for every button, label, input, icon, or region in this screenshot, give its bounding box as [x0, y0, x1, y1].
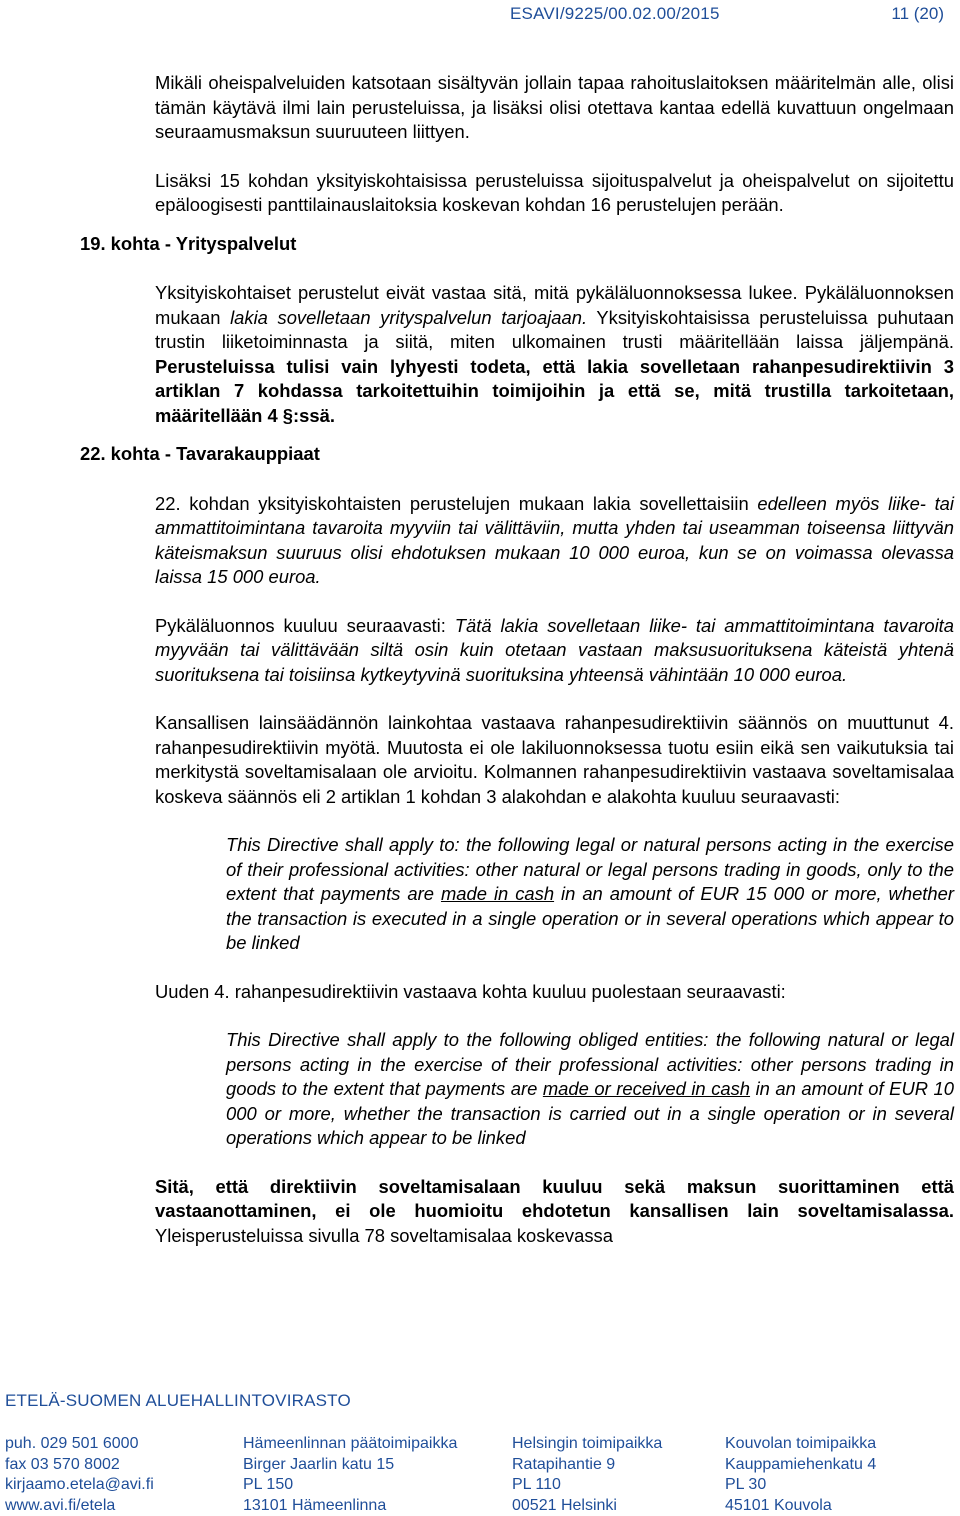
quote-third-directive: This Directive shall apply to: the following legal or natural persons acting in the exercise of their professional activities: other natural or legal persons trading in goods, only to the extent that payments are made in cash in an amount of EUR 15 000 or more, whether the transaction is executed in a single operation or in several operations which appear to be linked	[226, 833, 954, 956]
quote-fourth-directive: This Directive shall apply to the following obliged entities: the following natural or legal persons acting in the exercise of their professional activities: other persons trading in goods to the extent that payments are made or received in cash in an amount of EUR 10 000 or more, whether the transaction is carried out in a single operation or in several operations which appear to be linked	[226, 1028, 954, 1151]
footer-helsinki	[512, 1434, 662, 1516]
document-reference: ESAVI/9225/00.02.00/2015	[510, 4, 720, 24]
footer-contact	[5, 1434, 154, 1516]
footer-po-box: PL 110	[512, 1475, 662, 1496]
paragraph-kansallinen: Kansallisen lainsäädännön lainkohtaa vastaava rahanpesudirektiivin säännös on muuttunut 4. rahanpesudirektiivin myötä. Muutosta ei ole lakiluonnoksessa tuotu esiin eikä sen vaikutuksia tai merkitystä soveltamisalaan ole arvioitu. Kolmannen rahanpesudirektiivin vastaava soveltamisalaa koskeva säännös eli 2 artiklan 1 kohdan 3 alakohdan e alakohta kuuluu seuraavasti:	[155, 711, 954, 809]
footer-phone: puh. 029 501 6000	[5, 1434, 154, 1455]
paragraph-soveltamisala: Sitä, että direktiivin soveltamisalaan kuuluu sekä maksun suorittaminen että vastaanottaminen, ei ole huomioitu ehdotetun kansallisen lain soveltamisalassa. Yleisperusteluissa sivulla 78 soveltamisalaa koskevassa	[155, 1175, 954, 1249]
footer-office-name: Kouvolan toimipaikka	[725, 1434, 876, 1455]
document-body	[155, 71, 954, 1248]
footer-postal: 00521 Helsinki	[512, 1496, 662, 1516]
footer-website-link[interactable]: www.avi.fi/etela	[5, 1496, 154, 1516]
footer-hameenlinna	[243, 1434, 457, 1516]
footer-street: Birger Jaarlin katu 15	[243, 1455, 457, 1476]
heading-19-yrityspalvelut: 19. kohta - Yrityspalvelut	[80, 232, 879, 257]
heading-22-tavarakauppiaat: 22. kohta - Tavarakauppiaat	[80, 442, 879, 467]
paragraph-yrityspalvelut: Yksityiskohtaiset perustelut eivät vastaa sitä, mitä pykäläluonnoksessa lukee. Pykäläluonnoksen mukaan lakia sovelletaan yrityspalvelun tarjoajaan. Yksityiskohtaisissa perusteluissa puhutaan trustin liiketoiminnasta ja siitä, miten ulkomainen trusti määritellään laissa jäljempänä. Perusteluissa tulisi vain lyhyesti todeta, että lakia sovelletaan rahanpesudirektiivin 3 artiklan 7 kohdassa tarkoitettuihin toimijoihin ja että se, mitä trustilla tarkoitetaan, määritellään 4 §:ssä.	[155, 281, 954, 428]
footer-office-name: Helsingin toimipaikka	[512, 1434, 662, 1455]
paragraph-oheispalvelut: Mikäli oheispalveluiden katsotaan sisältyvän jollain tapaa rahoituslaitoksen määritelmän alle, olisi tämän käytävä ilmi lain perusteluissa, ja lisäksi olisi otettava kantaa edellä kuvattuun ongelmaan seuraamusmaksun suuruuteen liittyen.	[155, 71, 954, 145]
footer-fax: fax 03 570 8002	[5, 1455, 154, 1476]
footer-organization: ETELÄ-SUOMEN ALUEHALLINTOVIRASTO	[5, 1391, 351, 1411]
footer-po-box: PL 30	[725, 1475, 876, 1496]
footer-po-box: PL 150	[243, 1475, 457, 1496]
paragraph-pykalaluonnos: Pykäläluonnos kuuluu seuraavasti: Tätä lakia sovelletaan liike- tai ammattitoimintana tavaroita myyvään tai välittävään siltä osin kuin otetaan vastaan maksusuorituksena käteistä yhtenä suorituksena tai toisiinsa kytkeytyvinä suorituksina yhteensä vähintään 10 000 euroa.	[155, 614, 954, 688]
paragraph-lisaksi: Lisäksi 15 kohdan yksityiskohtaisissa perusteluissa sijoituspalvelut ja oheispalvelut on sijoitettu epäloogisesti panttilainauslaitoksia koskevan kohdan 16 perustelujen perään.	[155, 169, 954, 218]
footer-email-link[interactable]: kirjaamo.etela@avi.fi	[5, 1475, 154, 1496]
paragraph-tavarakauppiaat: 22. kohdan yksityiskohtaisten perustelujen mukaan lakia sovellettaisiin edelleen myös liike- tai ammattitoimintana tavaroita myyviin tai välittäviin, mutta yhden tai useamman toiseensa liittyvän käteismaksun suuruus olisi ehdotuksen mukaan 10 000 euroa, kun se on voimassa olevassa laissa 15 000 euroa.	[155, 492, 954, 590]
footer-kouvola	[725, 1434, 876, 1516]
footer-office-name: Hämeenlinnan päätoimipaikka	[243, 1434, 457, 1455]
footer-street: Kauppamiehenkatu 4	[725, 1455, 876, 1476]
paragraph-uuden: Uuden 4. rahanpesudirektiivin vastaava kohta kuuluu puolestaan seuraavasti:	[155, 980, 954, 1005]
footer-street: Ratapihantie 9	[512, 1455, 662, 1476]
footer-postal: 13101 Hämeenlinna	[243, 1496, 457, 1516]
footer-postal: 45101 Kouvola	[725, 1496, 876, 1516]
page-number: 11 (20)	[891, 4, 944, 24]
